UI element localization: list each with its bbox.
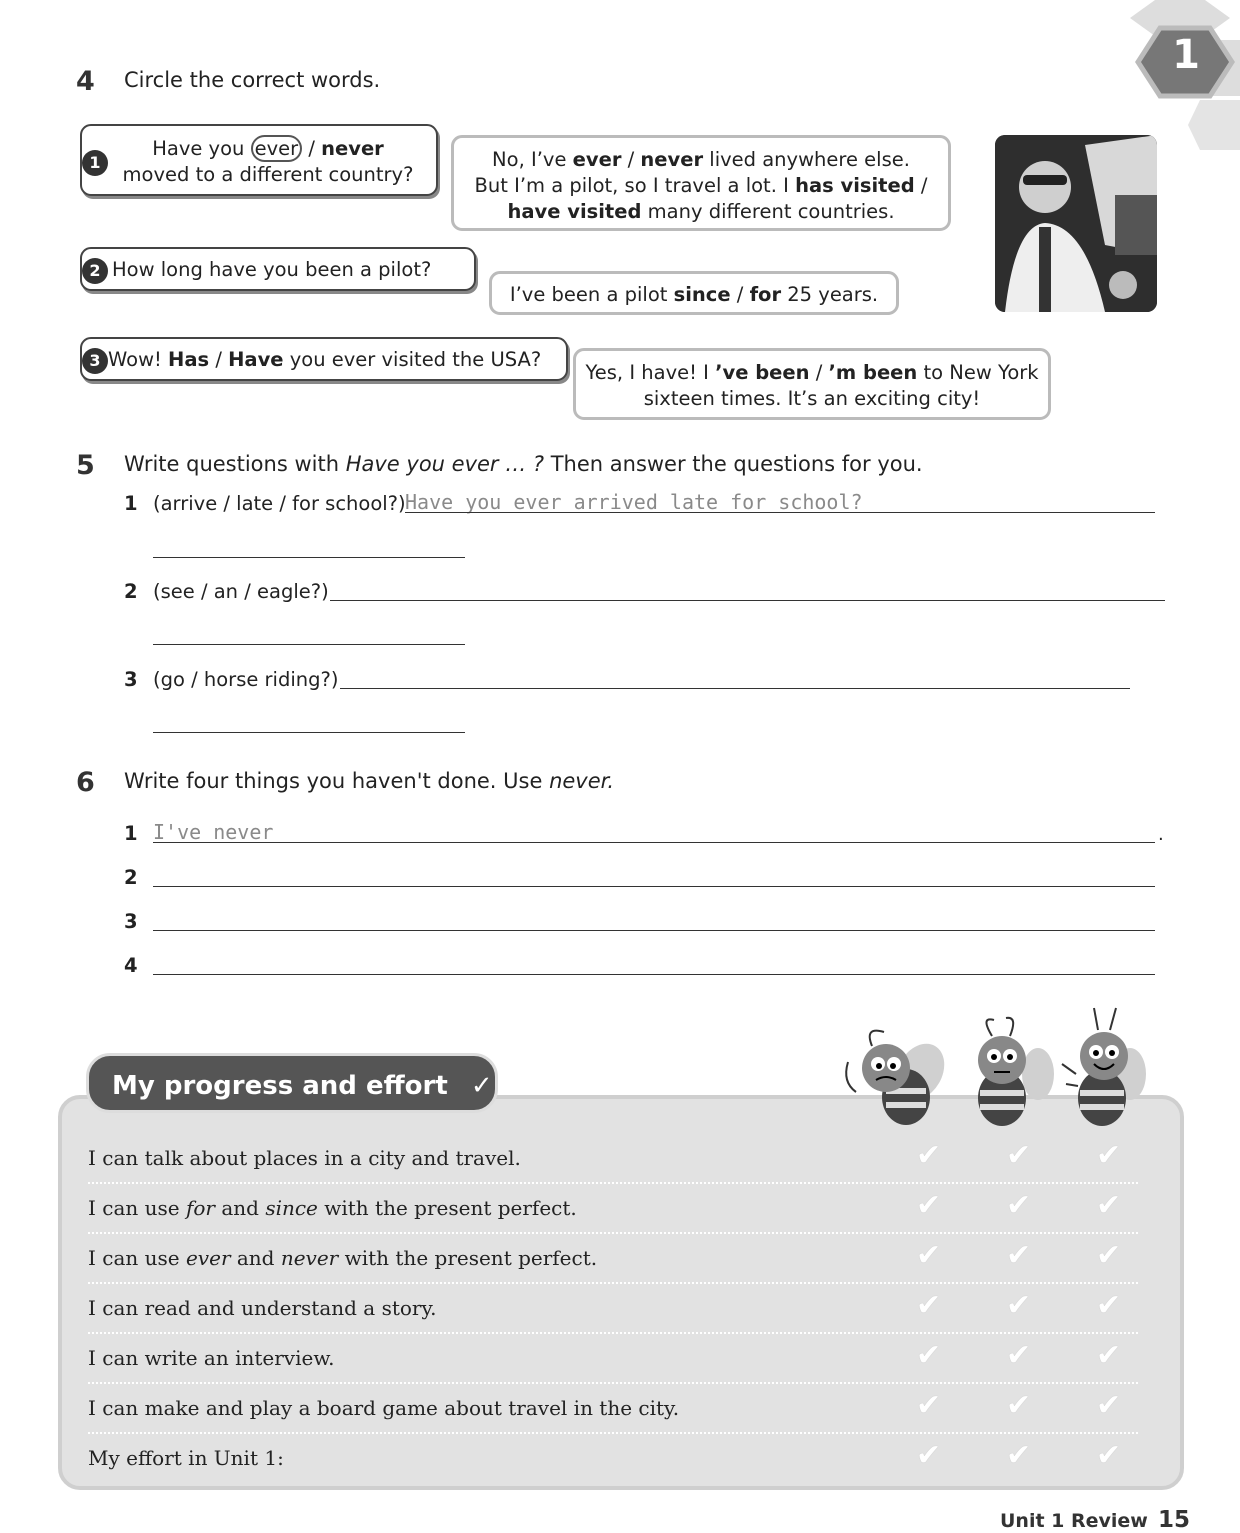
answer-option[interactable]: ’ve been (715, 361, 810, 384)
item-prompt: (go / horse riding?) (153, 668, 339, 691)
answer-option[interactable]: ever (251, 135, 303, 162)
answer-line[interactable] (340, 688, 1130, 689)
tick-checkbox[interactable]: ✔ (1006, 1288, 1032, 1323)
bee-neutral-icon (962, 1012, 1062, 1134)
answer-option[interactable]: for (749, 283, 782, 306)
item-number: 3 (124, 910, 138, 933)
tick-checkbox[interactable]: ✔ (916, 1338, 942, 1373)
answer-bubble: I’ve been a pilot since / for 25 years. (489, 271, 899, 315)
row-divider (88, 1232, 1138, 1234)
item-number: 2 (124, 866, 138, 889)
tick-checkbox[interactable]: ✔ (1006, 1188, 1032, 1223)
answer-line[interactable] (153, 644, 465, 645)
answer-line[interactable] (330, 600, 1165, 601)
item-number: 4 (124, 954, 138, 977)
tick-checkbox[interactable]: ✔ (1096, 1388, 1122, 1423)
tick-checkbox[interactable]: ✔ (1006, 1438, 1032, 1473)
tick-checkbox[interactable]: ✔ (916, 1438, 942, 1473)
tick-checkbox[interactable]: ✔ (916, 1288, 942, 1323)
tick-checkbox[interactable]: ✔ (1096, 1288, 1122, 1323)
answer-option[interactable]: never (321, 137, 384, 160)
item-number: 1 (124, 492, 138, 515)
answer-option[interactable]: has visited (795, 174, 915, 197)
row-divider (88, 1182, 1138, 1184)
item-number: 2 (82, 258, 108, 284)
item-prompt: (see / an / eagle?) (153, 580, 329, 603)
tick-checkbox[interactable]: ✔ (916, 1388, 942, 1423)
answer-bubble: No, I’ve ever / never lived anywhere else. But I’m a pilot, so I travel a lot. I has visited / have visited many different countries. (451, 135, 951, 231)
item-number: 1 (82, 150, 108, 176)
tick-checkbox[interactable]: ✔ (916, 1138, 942, 1173)
exercise-instruction: Write four things you haven't done. Use never. (124, 769, 615, 793)
answer-line[interactable] (153, 930, 1155, 931)
answer-line[interactable] (405, 512, 1155, 513)
check-icon: ✓ (470, 1071, 493, 1101)
answer-option[interactable]: ever (572, 148, 622, 171)
exercise-instruction: Circle the correct words. (124, 68, 381, 92)
progress-title: My progress and effort ✓ (86, 1053, 498, 1113)
answer-option[interactable]: have visited (507, 200, 642, 223)
tick-checkbox[interactable]: ✔ (916, 1238, 942, 1273)
progress-row: I can read and understand a story. (88, 1296, 437, 1320)
question-bubble: Have you ever / never moved to a different country? (80, 124, 438, 196)
tick-checkbox[interactable]: ✔ (1006, 1238, 1032, 1273)
answer-line[interactable] (153, 842, 1155, 843)
item-number: 1 (124, 822, 138, 845)
example-answer: Have you ever arrived late for school? (405, 490, 863, 514)
tick-checkbox[interactable]: ✔ (1096, 1138, 1122, 1173)
answer-option[interactable]: since (673, 283, 731, 306)
answer-bubble: Yes, I have! I ’ve been / ’m been to New York sixteen times. It’s an exciting city! (573, 348, 1051, 420)
tick-checkbox[interactable]: ✔ (1096, 1238, 1122, 1273)
row-divider (88, 1332, 1138, 1334)
progress-row: My effort in Unit 1: (88, 1446, 284, 1470)
tick-checkbox[interactable]: ✔ (1006, 1338, 1032, 1373)
answer-option[interactable]: never (640, 148, 704, 171)
answer-line[interactable] (153, 732, 465, 733)
bee-sad-icon (838, 1022, 950, 1134)
exercise-number: 5 (76, 450, 95, 481)
exercise-instruction: Write questions with Have you ever … ? Then answer the questions for you. (124, 452, 923, 476)
tick-checkbox[interactable]: ✔ (1096, 1438, 1122, 1473)
row-divider (88, 1282, 1138, 1284)
answer-line[interactable] (153, 974, 1155, 975)
question-bubble: How long have you been a pilot? (80, 247, 476, 291)
progress-row: I can use ever and never with the present perfect. (88, 1246, 598, 1270)
tick-checkbox[interactable]: ✔ (1006, 1138, 1032, 1173)
footer-unit-label: Unit 1 Review (1000, 1510, 1148, 1532)
tick-checkbox[interactable]: ✔ (1006, 1388, 1032, 1423)
unit-badge: 1 (1172, 32, 1200, 78)
row-divider (88, 1432, 1138, 1434)
pilot-photo (995, 135, 1157, 312)
answer-option[interactable]: Has (168, 348, 210, 371)
answer-option[interactable]: ’m been (828, 361, 918, 384)
progress-row: I can write an interview. (88, 1346, 335, 1370)
item-number: 3 (124, 668, 138, 691)
exercise-number: 4 (76, 66, 95, 97)
item-number: 3 (82, 348, 108, 374)
answer-line[interactable] (153, 557, 465, 558)
exercise-number: 6 (76, 767, 95, 798)
progress-row: I can talk about places in a city and travel. (88, 1146, 521, 1170)
page-number: 15 (1158, 1507, 1191, 1533)
row-divider (88, 1382, 1138, 1384)
item-prompt: (arrive / late / for school?) (153, 492, 406, 515)
answer-option[interactable]: Have (228, 348, 284, 371)
sentence-end: . (1158, 824, 1164, 845)
example-answer: I've never (153, 820, 274, 844)
progress-row: I can make and play a board game about travel in the city. (88, 1396, 680, 1420)
answer-line[interactable] (153, 886, 1155, 887)
progress-row: I can use for and since with the present perfect. (88, 1196, 577, 1220)
bee-happy-icon (1058, 1004, 1154, 1132)
item-number: 2 (124, 580, 138, 603)
question-bubble: Wow! Has / Have you ever visited the USA? (80, 337, 568, 381)
tick-checkbox[interactable]: ✔ (1096, 1188, 1122, 1223)
tick-checkbox[interactable]: ✔ (916, 1188, 942, 1223)
tick-checkbox[interactable]: ✔ (1096, 1338, 1122, 1373)
